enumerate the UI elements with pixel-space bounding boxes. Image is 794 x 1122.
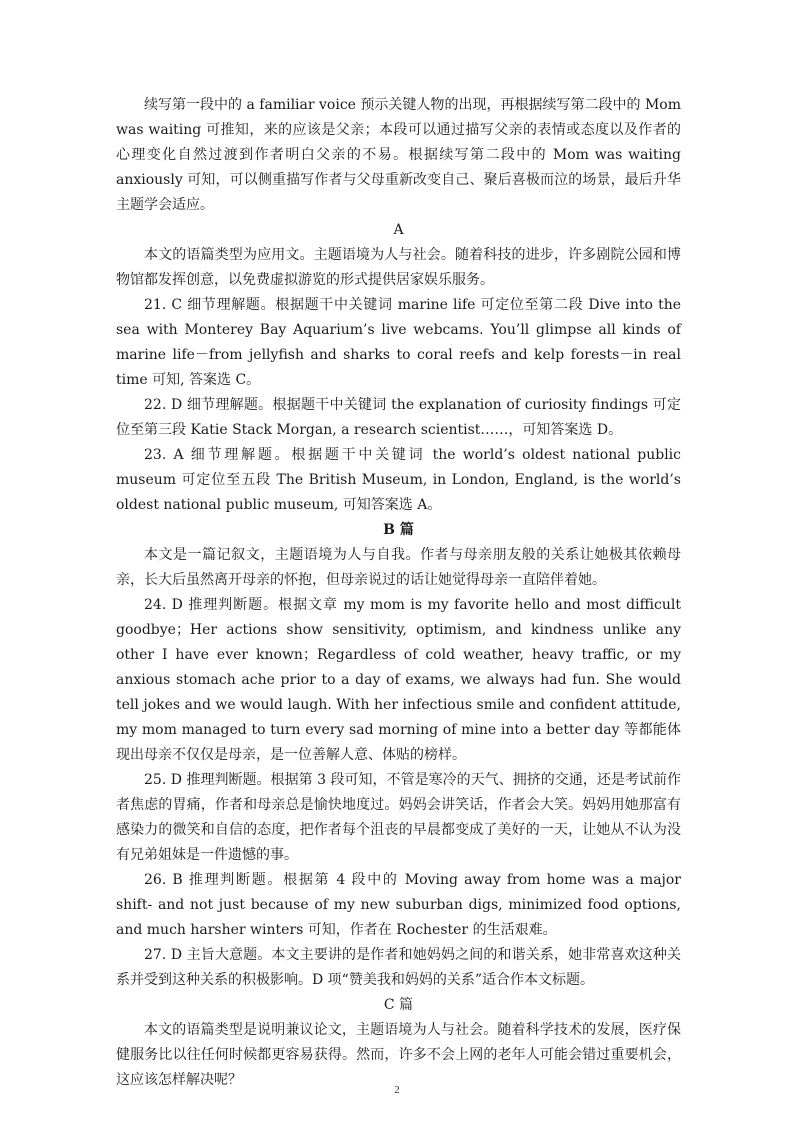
- section-c-heading: C 篇: [383, 997, 414, 1013]
- section-c-intro: 本文的语篇类型是说明兼议论文，主题语境为人与社会。随着科学技术的发展，医疗保健服务比以往任何时候都更容易获得。然而，许多不会上网的老年人可能会错过重要机会，这应该怎样解决呢？: [116, 1022, 681, 1088]
- page-number: 2: [394, 1084, 400, 1096]
- section-a-heading: A: [393, 222, 404, 238]
- section-b-heading: B 篇: [383, 522, 414, 538]
- answer-26: 26. B 推理判断题。根据第 4 段中的 Moving away from home was a major shift- and not just because of my new suburban digs, minimized food options, and much harsher winters 可知，作者在 Rochester 的生活艰难。: [116, 872, 681, 938]
- section-a-intro: 本文的语篇类型为应用文。主题语境为人与社会。随着科技的进步，许多剧院公园和博物馆都发挥创意，以免费虚拟游览的形式提供居家娱乐服务。: [116, 247, 681, 288]
- answer-21: 21. C 细节理解题。根据题干中关键词 marine life 可定位至第二段 Dive into the sea with Monterey Bay Aquarium’s live webcams. You’ll glimpse all kinds of marine life－from jellyfish and sharks to coral reefs and kelp forests－in real time 可知, 答案选 C。: [116, 297, 681, 388]
- continuation-analysis: 续写第一段中的 a familiar voice 预示关键人物的出现，再根据续写第二段中的 Mom was waiting 可推知，来的应该是父亲；本段可以通过描写父亲的表情或态度以及作者的心理变化自然过渡到作者明白父亲的不易。根据续写第二段中的 Mom was waiting anxiously 可知，可以侧重描写作者与父母重新改变自己、聚后喜极而泣的场景，最后升华主题学会适应。: [116, 97, 681, 213]
- answer-23: 23. A 细节理解题。根据题干中关键词 the world’s oldest national public museum 可定位至五段 The British Museum, in London, England, is the world’s oldest national public museum, 可知答案选 A。: [116, 447, 681, 513]
- section-b-intro: 本文是一篇记叙文，主题语境为人与自我。作者与母亲朋友般的关系让她极其依赖母亲，长大后虽然离开母亲的怀抱，但母亲说过的话让她觉得母亲一直陪伴着她。: [116, 547, 681, 588]
- page-content: [116, 93, 681, 1093]
- answer-27: 27. D 主旨大意题。本文主要讲的是作者和她妈妈之间的和谐关系，她非常喜欢这种关系并受到这种关系的积极影响。D 项“赞美我和妈妈的关系”适合作本文标题。: [116, 947, 681, 988]
- answer-24: 24. D 推理判断题。根据文章 my mom is my favorite hello and most difficult goodbye；Her actions show sensitivity, optimism, and kindness unlike any other I have ever known；Regardless of cold weather, heavy traffic, or my anxious stomach ache prior to a day of exams, we always had fun. She would tell jokes and we would laugh. With her infectious smile and confident attitude, my mom managed to turn every sad morning of mine into a better day 等都能体现出母亲不仅仅是母亲，是一位善解人意、体贴的榜样。: [116, 597, 681, 763]
- answer-22: 22. D 细节理解题。根据题干中关键词 the explanation of curiosity findings 可定位至第三段 Katie Stack Morgan, a research scientist……，可知答案选 D。: [116, 397, 681, 438]
- answer-25: 25. D 推理判断题。根据第 3 段可知，不管是寒冷的天气、拥挤的交通，还是考试前作者焦虑的胃痛，作者和母亲总是愉快地度过。妈妈会讲笑话，作者会大笑。妈妈用她那富有感染力的微笑和自信的态度，把作者每个沮丧的早晨都变成了美好的一天，让她从不认为没有兄弟姐妹是一件遗憾的事。: [116, 772, 681, 863]
